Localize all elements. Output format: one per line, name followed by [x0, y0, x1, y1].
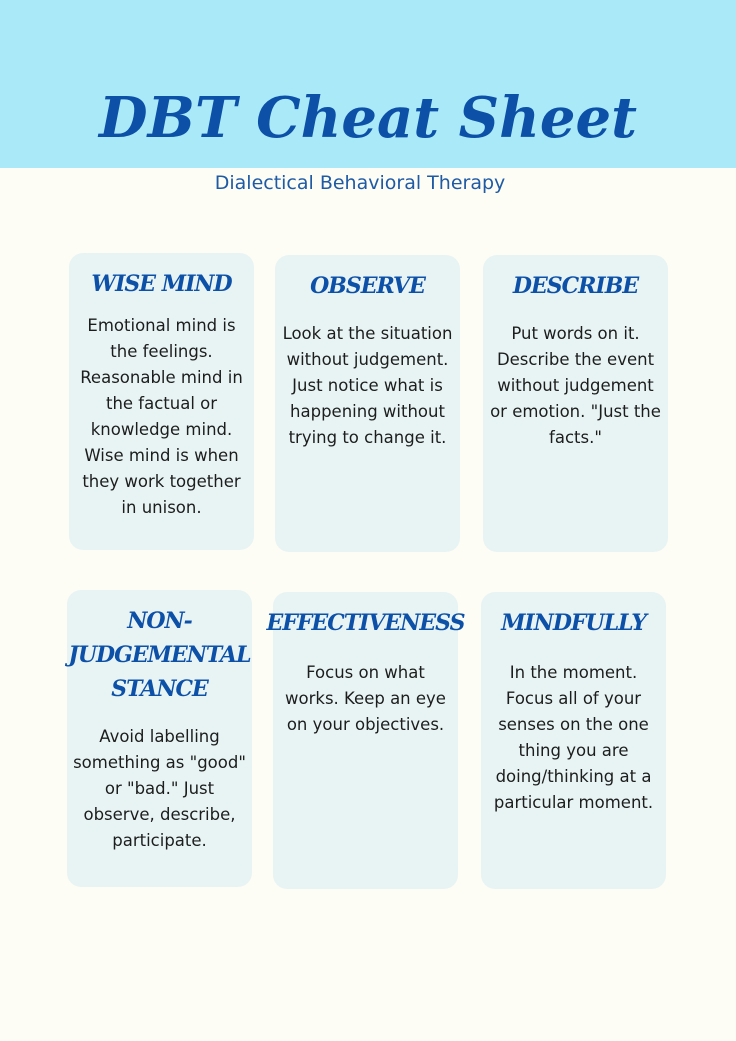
- card-wise-mind: [69, 253, 254, 550]
- card-body-mindfully: In the moment. Focus all of your senses on the one thing you are doing/thinking at a particular moment.: [493, 663, 654, 812]
- card-heading-non-judgemental-stance: NON- JUDGEMENTAL STANCE: [68, 608, 251, 702]
- card-non-judgemental-stance: [67, 590, 252, 887]
- card-heading-effectiveness: EFFECTIVENESS: [266, 610, 465, 636]
- card-heading-observe: OBSERVE: [310, 273, 425, 299]
- card-describe: [483, 255, 668, 552]
- card-body-effectiveness: Focus on what works. Keep an eye on your objectives.: [285, 663, 446, 734]
- page-subtitle: Dialectical Behavioral Therapy: [214, 172, 506, 194]
- card-body-observe: Look at the situation without judgement. Just notice what is happening without trying to change it.: [282, 324, 453, 447]
- card-body-wise-mind: Emotional mind is the feelings. Reasonable mind in the factual or knowledge mind. Wise mind is when they work together in unison.: [80, 316, 243, 517]
- card-heading-mindfully: MINDFULLY: [501, 610, 646, 636]
- card-observe: [275, 255, 460, 552]
- page-title: DBT Cheat Sheet: [99, 85, 637, 151]
- card-heading-describe: DESCRIBE: [512, 273, 639, 299]
- card-mindfully: [481, 592, 666, 889]
- card-body-non-judgemental-stance: Avoid labelling something as "good" or "bad." Just observe, describe, participate.: [73, 727, 246, 850]
- card-body-describe: Put words on it. Describe the event without judgement or emotion. "Just the facts.": [490, 324, 661, 447]
- card-heading-wise-mind: WISE MIND: [91, 271, 232, 297]
- card-effectiveness: [266, 592, 465, 889]
